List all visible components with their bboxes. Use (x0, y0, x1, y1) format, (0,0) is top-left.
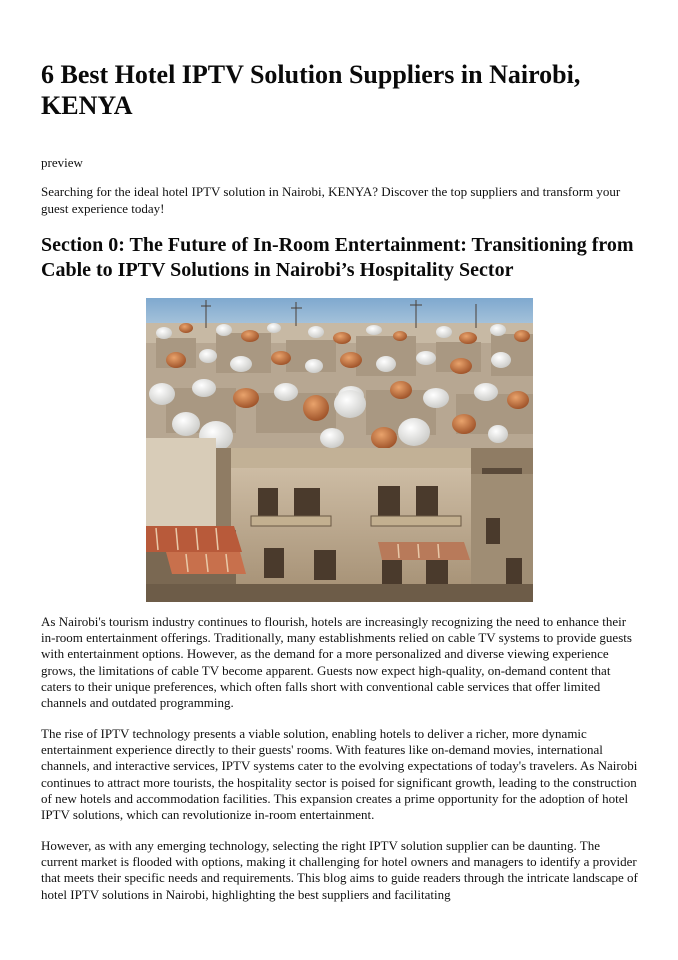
body-paragraph: The rise of IPTV technology presents a viable solution, enabling hotels to deliver a richer, more dynamic entertainment experience directly to their guests' rooms. With features like on-demand movies, international channels, and interactive services, IPTV systems cater to the evolving expectations of today's travelers. As Nairobi continues to attract more tourists, the hospitality sector is poised for significant growth, leading to the construction of new hotels and accommodation facilities. This expansion creates a prime opportunity for the adoption of hotel IPTV solutions, which can revolutionize in-room entertainment. (41, 726, 638, 823)
section-heading: Section 0: The Future of In-Room Entertainment: Transitioning from Cable to IPTV Solutions in Nairobi’s Hospitality Sector (41, 234, 634, 281)
body-paragraph: As Nairobi's tourism industry continues to flourish, hotels are increasingly recognizing the need to enhance their in-room entertainment offerings. Traditionally, many establishments relied on cable TV systems to provide guests with entertainment options. However, as the demand for a more personalized and diverse viewing experience grows, the limitations of cable TV become apparent. Guests now expect high-quality, on-demand content that caters to their unique preferences, which often falls short with conventional cable services that offer limited channels and outdated programming. (41, 614, 632, 711)
page-title: 6 Best Hotel IPTV Solution Suppliers in Nairobi, KENYA (41, 60, 581, 120)
rooftop-satellite-dishes-photo (146, 298, 533, 602)
preview-label: preview (41, 155, 83, 170)
intro-paragraph: Searching for the ideal hotel IPTV solution in Nairobi, KENYA? Discover the top suppliers and transform your guest experience today! (41, 184, 621, 216)
body-paragraph: However, as with any emerging technology, selecting the right IPTV solution supplier can be daunting. The current market is flooded with options, making it challenging for hotel owners and managers to identify a provider that meets their specific needs and requirements. This blog aims to guide readers through the intricate landscape of hotel IPTV solutions in Nairobi, highlighting the best suppliers and facilitating (41, 838, 638, 902)
